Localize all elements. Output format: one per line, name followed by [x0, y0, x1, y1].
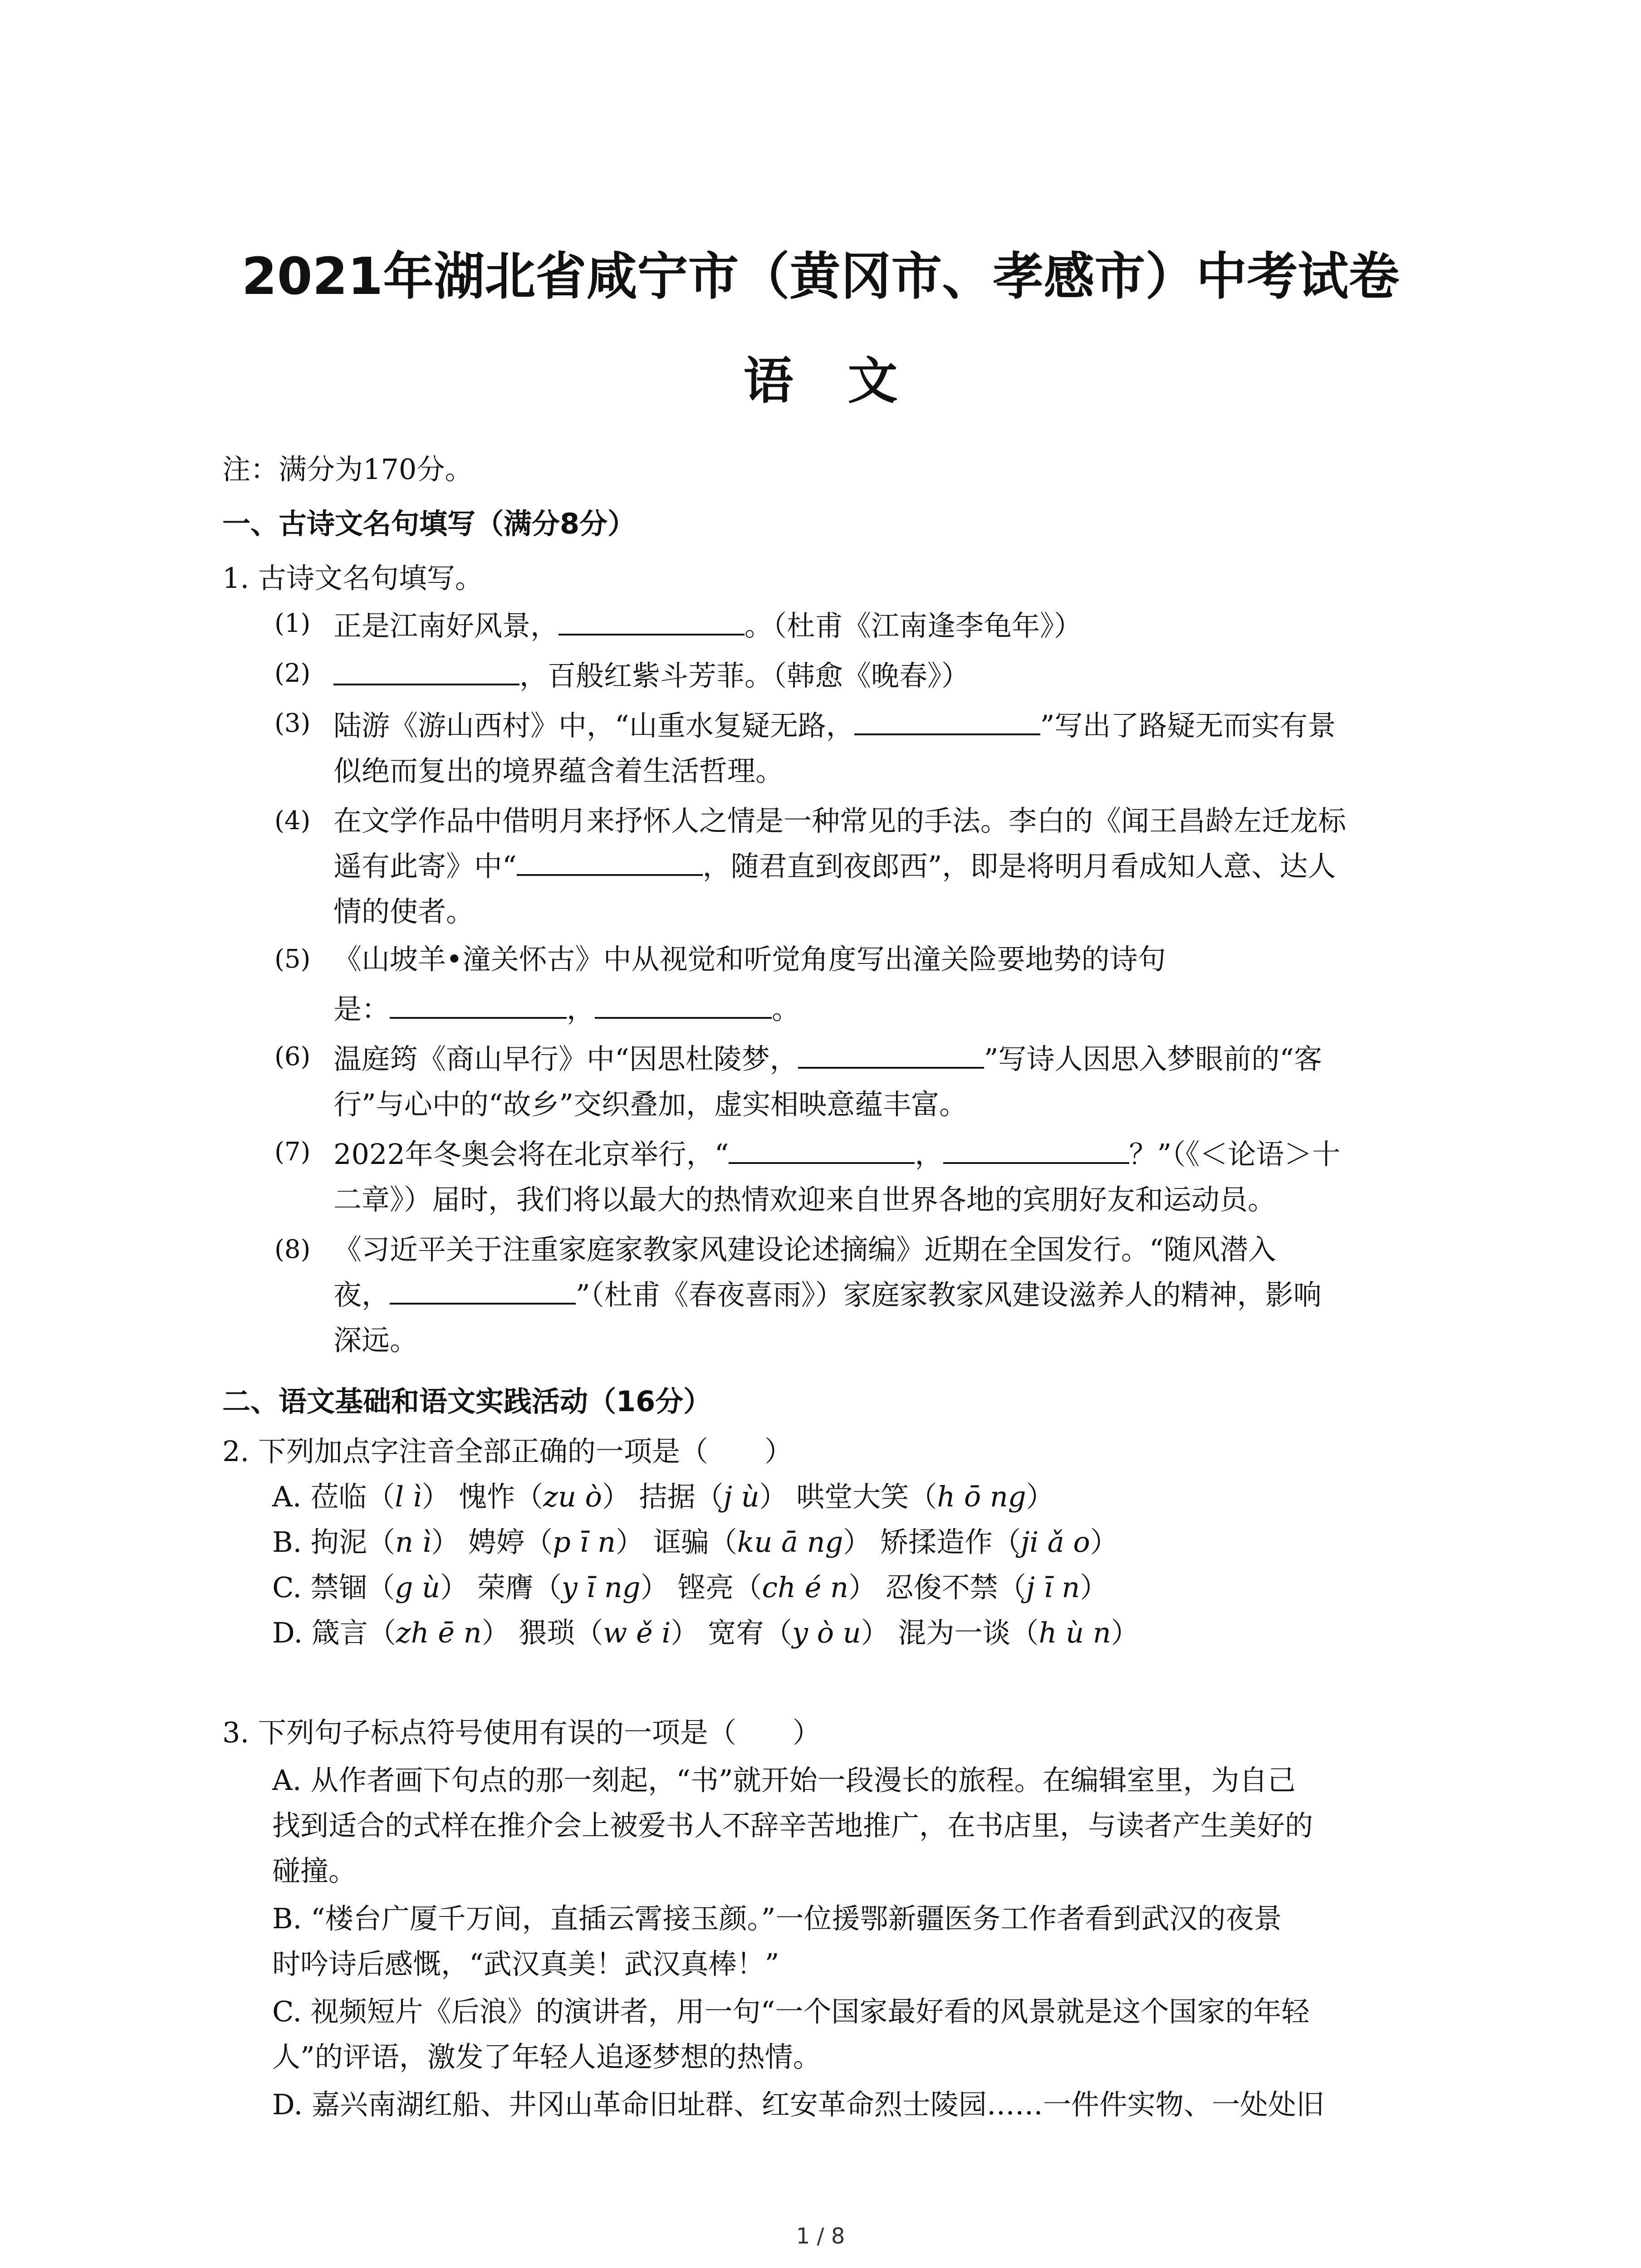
q3-stem: 3. 下列句子标点符号使用有误的一项是（ ） — [222, 1716, 821, 1749]
item-text: 情的使者。 — [333, 895, 475, 928]
item-text: ”写出了路疑无而实有景 — [1040, 709, 1336, 742]
item-text: ，随君直到夜郎西”，即是将明月看成知人意、达人 — [702, 850, 1336, 883]
answer-blank[interactable] — [943, 1135, 1129, 1164]
item-text: 。（杜甫《江南逢李龟年》） — [745, 609, 1083, 642]
item-text: 深远。 — [333, 1324, 418, 1357]
q3-option-b[interactable]: B. “楼台广厦千万间，直插云霄接玉颜。”一位援鄂新疆医务工作者看到武汉的夜景 — [272, 1902, 1282, 1935]
item-text: ， — [915, 1138, 943, 1171]
item-text: ？”（《＜论语＞十 — [1129, 1138, 1341, 1171]
q3-option-a-cont: 找到适合的式样在推介会上被爱书人不辞辛苦地推广，在书店里，与读者产生美好的 — [272, 1809, 1313, 1842]
q1-item-6 — [333, 1039, 1322, 1080]
item-number: (8) — [274, 1235, 311, 1264]
item-number: (5) — [274, 944, 311, 974]
q3-option-a[interactable]: A. 从作者画下句点的那一刻起，“书”就开始一段漫长的旅程。在编辑室里，为自己 — [272, 1764, 1296, 1797]
item-text: ”（杜甫《春夜喜雨》）家庭家教家风建设滋养人的精神，影响 — [576, 1278, 1322, 1311]
item-text: 温庭筠《商山早行》中“因思杜陵梦， — [333, 1042, 798, 1075]
q3-option-c[interactable]: C. 视频短片《后浪》的演讲者，用一句“一个国家最好看的风景就是这个国家的年轻 — [272, 1995, 1310, 2028]
item-text: 二章》）届时，我们将以最大的热情欢迎来自世界各地的宾朋好友和运动员。 — [333, 1183, 1276, 1216]
item-number: (7) — [274, 1137, 311, 1167]
section2-heading: 二、语文基础和语文实践活动（16分） — [222, 1385, 712, 1418]
answer-blank[interactable] — [798, 1040, 984, 1069]
q1-item-7 — [333, 1134, 1340, 1175]
q3-option-c-cont: 人”的评语，激发了年轻人追逐梦想的热情。 — [272, 2040, 821, 2073]
q1-item-4 — [333, 846, 1336, 887]
item-text: 在文学作品中借明月来抒怀人之情是一种常见的手法。李白的《闻王昌龄左迁龙标 — [333, 804, 1347, 837]
item-text: 。 — [772, 992, 800, 1026]
answer-blank[interactable] — [517, 847, 703, 876]
item-text: 陆游《游山西村》中，“山重水复疑无路， — [333, 709, 854, 742]
item-text: 是： — [333, 992, 390, 1026]
answer-blank[interactable] — [729, 1135, 915, 1164]
item-text: ”写诗人因思入梦眼前的“客 — [984, 1042, 1323, 1075]
section1-heading: 一、古诗文名句填写（满分8分） — [222, 507, 636, 540]
q2-stem: 2. 下列加点字注音全部正确的一项是（ ） — [222, 1435, 793, 1468]
item-number: (1) — [274, 609, 311, 638]
q2-option-c[interactable]: C. 禁锢（g ù） 荣膺（y ī ng） 铿亮（ch é n） 忍俊不禁（j ī n） — [272, 1571, 1108, 1604]
item-text: 《山坡羊•潼关怀古》中从视觉和听觉角度写出潼关险要地势的诗句 — [333, 943, 1166, 976]
answer-blank[interactable] — [558, 606, 745, 635]
q1-item-5 — [333, 989, 800, 1030]
q1-stem: 1. 古诗文名句填写。 — [222, 562, 483, 595]
q2-option-b[interactable]: B. 拘泥（n ì） 娉婷（p ī n） 诓骗（ku ā ng） 矫揉造作（ji ǎ o） — [272, 1525, 1118, 1559]
item-text: 正是江南好风景， — [333, 609, 559, 642]
item-text: 似绝而复出的境界蕴含着生活哲理。 — [333, 754, 784, 787]
q1-item-2 — [333, 655, 970, 696]
answer-blank[interactable] — [854, 706, 1040, 735]
answer-blank[interactable] — [333, 656, 519, 685]
item-number: (2) — [274, 659, 311, 688]
q3-option-a-cont: 碰撞。 — [272, 1854, 357, 1887]
item-text: 夜， — [333, 1278, 390, 1311]
item-text: 行”与心中的“故乡”交织叠加，虚实相映意蕴丰富。 — [333, 1088, 968, 1121]
item-text: ， — [567, 992, 595, 1026]
page-number: 1 / 8 — [796, 2224, 845, 2249]
item-number: (4) — [274, 806, 311, 836]
q3-option-b-cont: 时吟诗后感慨，“武汉真美！武汉真棒！” — [272, 1947, 779, 1980]
item-text: 《习近平关于注重家庭家教家风建设论述摘编》近期在全国发行。“随风潜入 — [333, 1233, 1276, 1266]
q3-option-d[interactable]: D. 嘉兴南湖红船、井冈山革命旧址群、红安革命烈士陵园……一件件实物、一处处旧 — [272, 2088, 1324, 2121]
item-text: 2022年冬奥会将在北京举行，“ — [333, 1138, 729, 1171]
answer-blank[interactable] — [390, 1276, 576, 1305]
item-number: (3) — [274, 709, 311, 738]
exam-title: 2021年湖北省咸宁市（黄冈市、孝感市）中考试卷 — [241, 247, 1400, 306]
item-text: 遥有此寄》中“ — [333, 850, 517, 883]
item-number: (6) — [274, 1042, 311, 1071]
item-text: ，百般红紫斗芳菲。（韩愈《晚春》） — [519, 659, 970, 692]
q1-item-1 — [333, 606, 1082, 646]
answer-blank[interactable] — [390, 990, 567, 1019]
q2-option-a[interactable]: A. 莅临（l ì） 愧怍（zu ò） 拮据（j ù） 哄堂大笑（h ō ng） — [272, 1480, 1054, 1513]
score-note: 注：满分为170分。 — [222, 453, 473, 486]
q1-item-8 — [333, 1275, 1322, 1315]
q2-option-d[interactable]: D. 箴言（zh ē n） 猥琐（w ě i） 宽宥（y ò u） 混为一谈（h ù n） — [272, 1616, 1139, 1649]
answer-blank[interactable] — [595, 990, 772, 1019]
q1-item-3 — [333, 705, 1336, 746]
subject-title: 语文 — [743, 352, 952, 410]
